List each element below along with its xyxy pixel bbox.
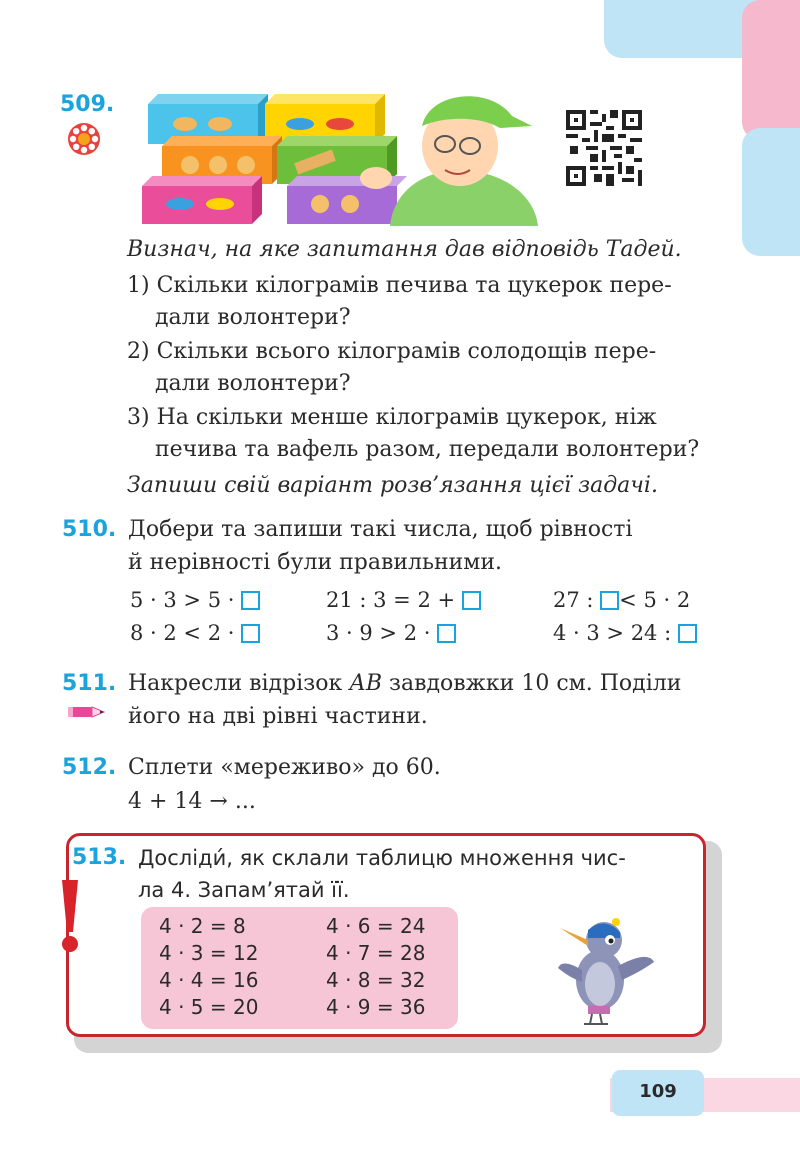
exclamation-icon (58, 878, 82, 954)
qr-code (566, 110, 642, 186)
table-row: 4 · 2 = 8 (159, 914, 246, 938)
question-1-line2: дали волонтери? (155, 305, 351, 330)
exercise-510-line1: Добери та запиши такі числа, щоб рівності (128, 517, 633, 542)
answer-box[interactable] (241, 624, 260, 643)
table-row: 4 · 6 = 24 (326, 914, 426, 938)
exercise-513-line1: Досліди́, як склали таблицю множення чис- (138, 846, 626, 870)
exercise-513-number: 513. (72, 845, 127, 870)
multiplication-table (141, 907, 458, 1029)
pencil-icon (66, 703, 106, 721)
side-tab-pink (742, 0, 800, 140)
exercise-509-task: Запиши свій варіант розв’язання цієї задачі. (127, 473, 658, 498)
question-3-line2: печива та вафель разом, передали волонтери? (155, 437, 700, 462)
question-2-line1: 2) Скільки всього кілограмів солодощів пере- (127, 339, 657, 364)
flower-icon (67, 122, 101, 156)
exercise-512-line2: 4 + 14 → ... (128, 789, 256, 814)
question-1-line1: 1) Скільки кілограмів печива та цукерок пере- (127, 273, 672, 298)
exercise-511-line1: Накресли відрізок АВ завдовжки 10 см. Поділи (128, 671, 682, 696)
question-3-line1: 3) На скільки менше кілограмів цукерок, ніж (127, 405, 657, 430)
table-row: 4 · 5 = 20 (159, 995, 259, 1019)
table-row: 4 · 4 = 16 (159, 968, 259, 992)
page-number: 109 (639, 1081, 677, 1102)
equation-r2-b: 3 · 9 > 2 · (326, 621, 456, 645)
exercise-512-number: 512. (62, 755, 117, 780)
answer-box[interactable] (678, 624, 697, 643)
exercise-509-instruction: Визнач, на яке запитання дав відповідь Тадей. (127, 237, 682, 262)
table-row: 4 · 8 = 32 (326, 968, 426, 992)
side-tab-blue (742, 128, 800, 256)
bird-illustration (548, 910, 658, 1028)
equation-r2-a: 8 · 2 < 2 · (130, 621, 260, 645)
equation-r2-c: 4 · 3 > 24 : (553, 621, 697, 645)
table-row: 4 · 3 = 12 (159, 941, 259, 965)
equation-r1-a: 5 · 3 > 5 · (130, 588, 260, 612)
exercise-511-number: 511. (62, 671, 117, 696)
answer-box[interactable] (241, 591, 260, 610)
table-row: 4 · 9 = 36 (326, 995, 426, 1019)
answer-box[interactable] (600, 591, 619, 610)
exercise-512-line1: Сплети «мереживо» до 60. (128, 755, 441, 780)
question-2-line2: дали волонтери? (155, 371, 351, 396)
answer-box[interactable] (462, 591, 481, 610)
table-column-1 (159, 913, 258, 1021)
answer-box[interactable] (437, 624, 456, 643)
table-row: 4 · 7 = 28 (326, 941, 426, 965)
table-column-2 (326, 913, 425, 1021)
equation-r1-c: 27 : < 5 · 2 (553, 588, 691, 612)
exercise-513-line2: ла 4. Запам’ятай її. (138, 878, 350, 902)
equation-r1-b: 21 : 3 = 2 + (326, 588, 481, 612)
exercise-511-line2: його на дві рівні частини. (128, 704, 428, 729)
exercise-510-line2: й нерівності були правильними. (128, 550, 503, 575)
exercise-509-number: 509. (60, 92, 115, 117)
boxes-and-boy-illustration (140, 86, 540, 226)
exercise-510-number: 510. (62, 517, 117, 542)
